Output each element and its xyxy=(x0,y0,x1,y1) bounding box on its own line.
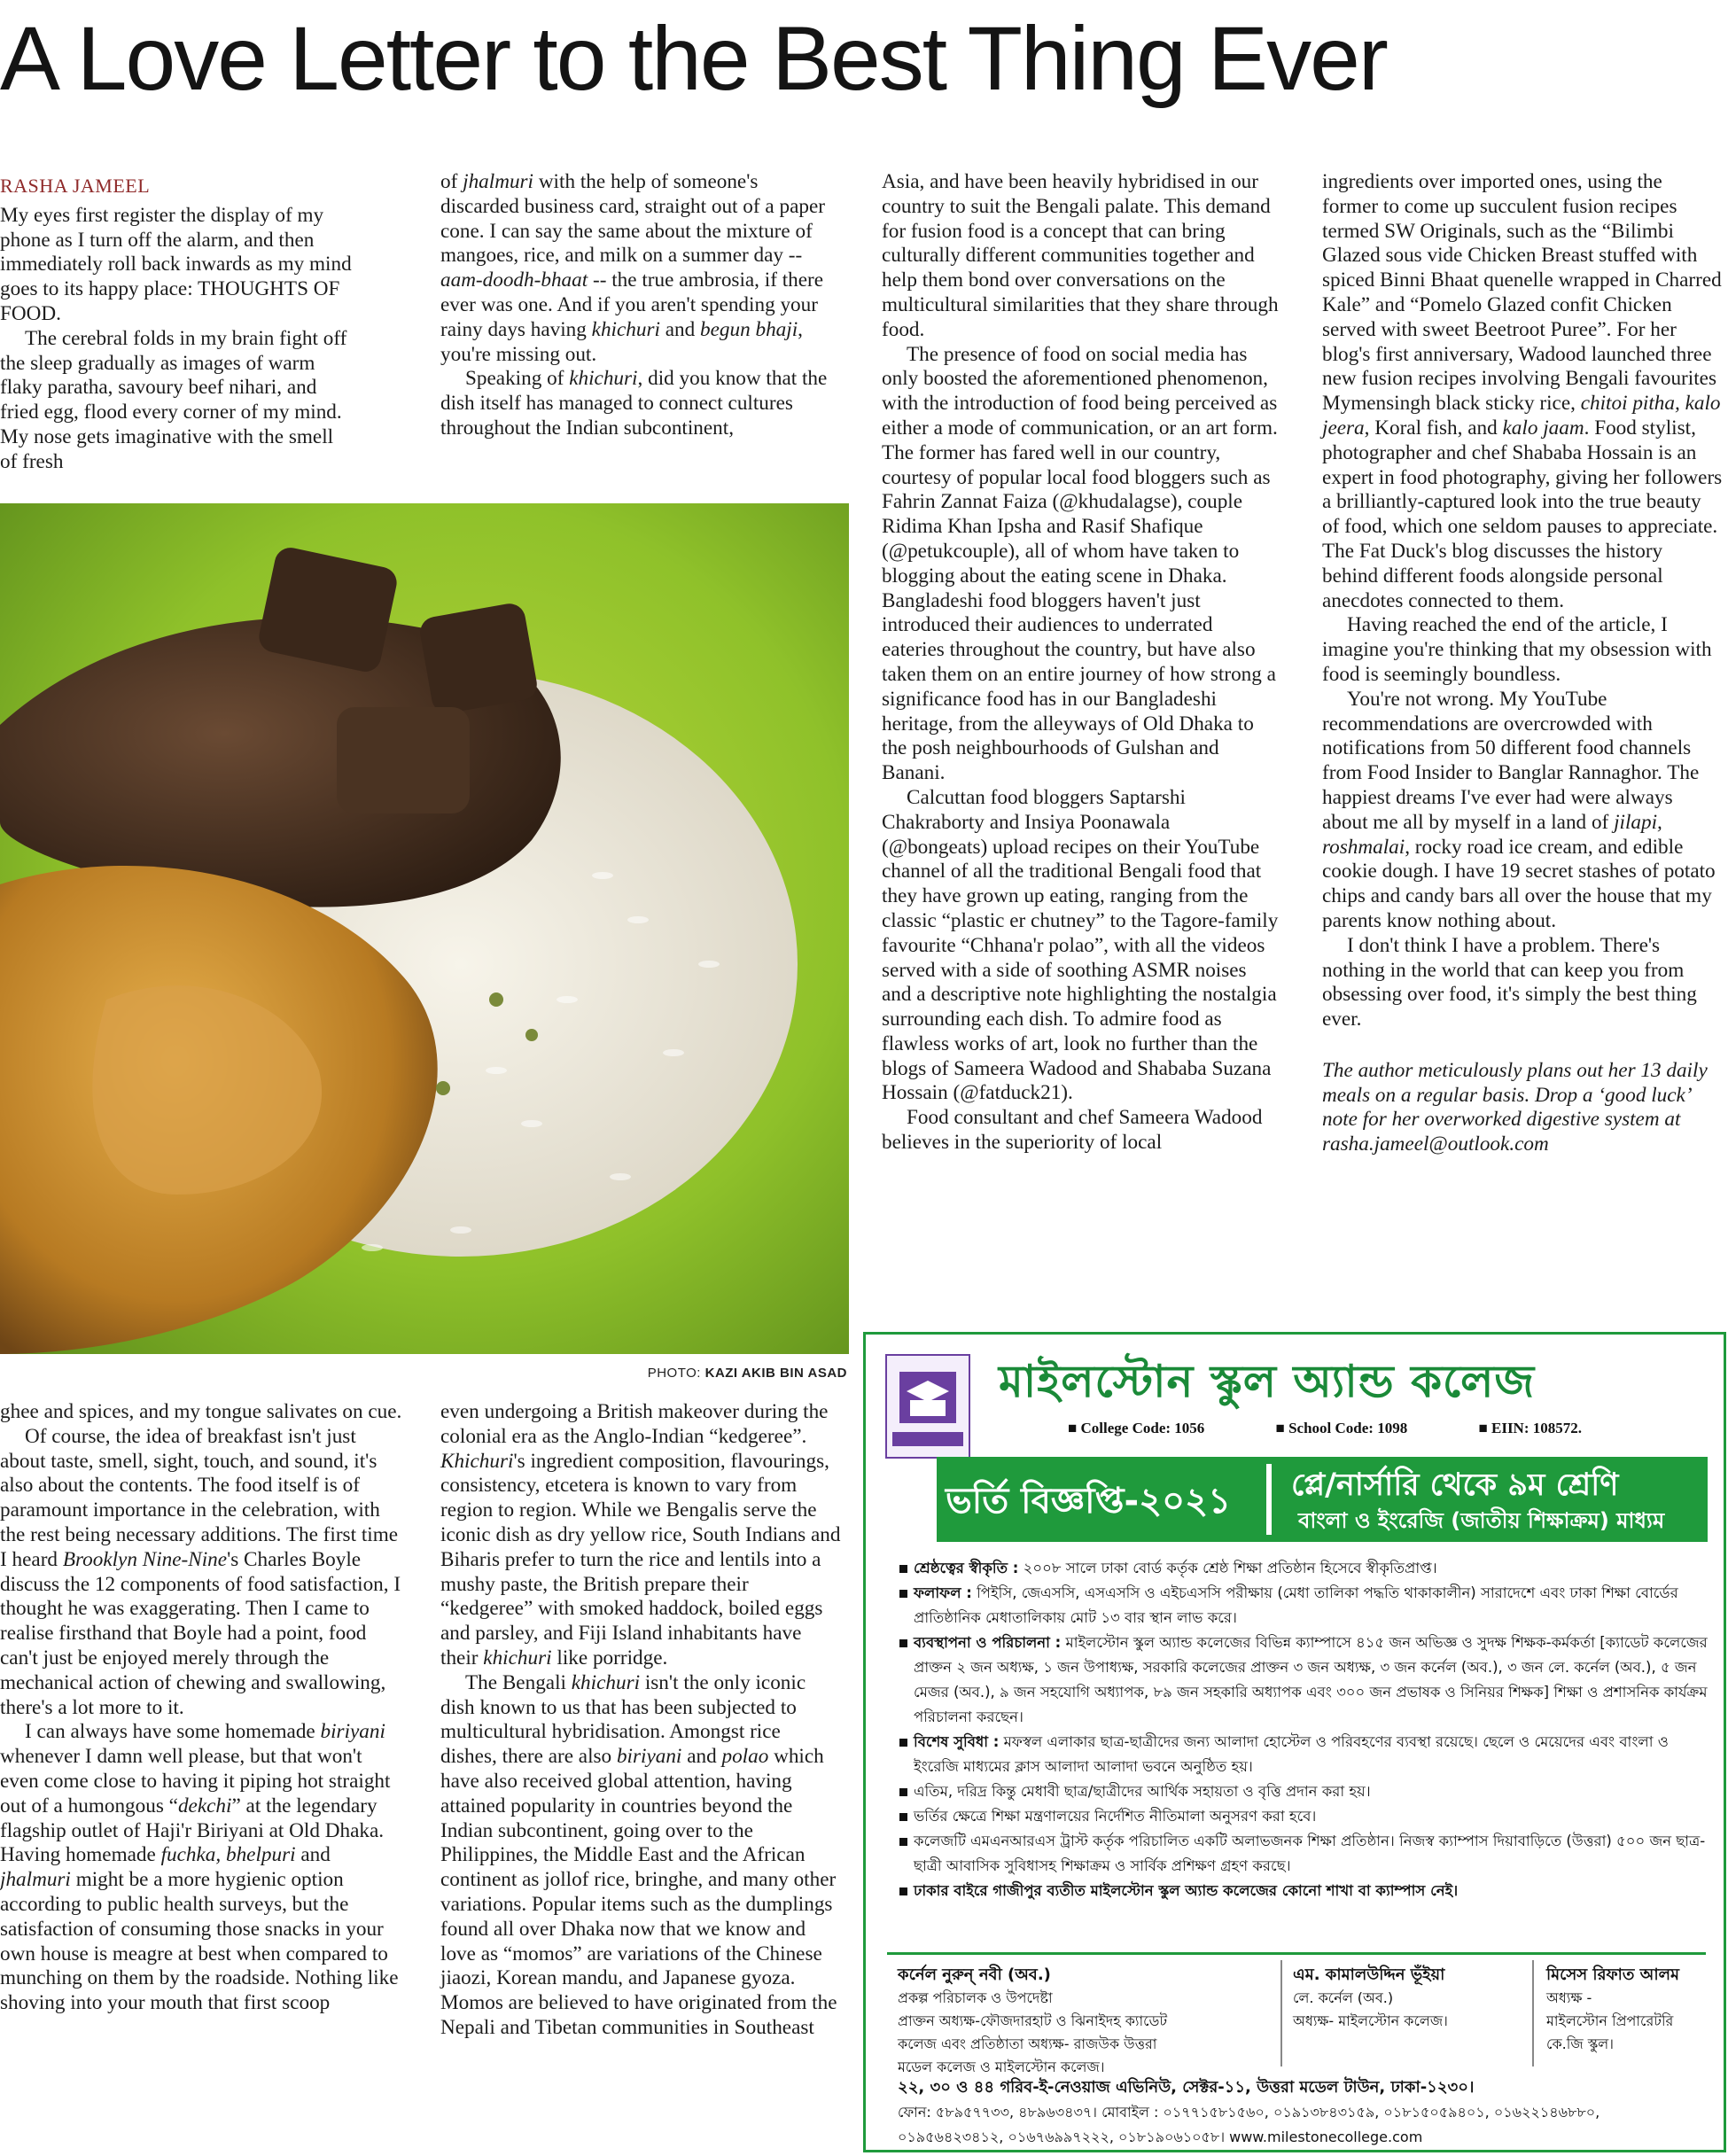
signatory-2 xyxy=(1293,1964,1523,2033)
signatory-line: মাইলস্টোন প্রিপারেটরি xyxy=(1546,2012,1674,2029)
italic-text: khichuri xyxy=(571,1670,641,1694)
text-segment: with the help of someone's discarded business card, straight out of a paper cone. I can say the same about the mixture of mangoes, rice, and milk on a summer day -- xyxy=(440,170,825,268)
class-range: প্লে/নার্সারি থেকে ৯ম শ্রেণি xyxy=(1291,1467,1619,1503)
list-item: ফলাফল : পিইসি, জেএসসি, এসএসসি ও এইচএসসি পরীক্ষায় (মেধা তালিকা পদ্ধতি থাকাকালীন) সারাদেশে এবং ঢাকা শিক্ষা বোর্ডের প্রাতিষ্ঠানিক মেধাতালিকায় মোট ১৩ বার স্থান লাভ করে। xyxy=(898,1581,1713,1631)
text-segment: and xyxy=(681,1745,722,1769)
text-segment: I don't think I have a problem. There's nothing in the world that can keep you from obsessing over food, it's simply the best thing ever. xyxy=(1322,933,1697,1031)
photo-credit-name: KAZI AKIB BIN ASAD xyxy=(704,1366,847,1381)
feature-list xyxy=(898,1556,1713,1903)
signatory-line: প্রাক্তন অধ্যক্ষ-ফৌজদারহাট ও ঝিনাইদহ ক্যাডেট xyxy=(898,2012,1168,2029)
paragraph xyxy=(0,1400,406,1425)
admission-title: ভর্তি বিজ্ঞপ্তি-২০২১ xyxy=(946,1481,1232,1522)
text-segment: , rocky road ice cream, and edible cookie dough. I have 19 secret stashes of potato chips and candy bars all over the house that my parents know nothing about. xyxy=(1322,835,1716,932)
divider xyxy=(887,1952,1706,1955)
eiin-code: ■ EIIN: 108572. xyxy=(1478,1420,1582,1436)
signatory-line: কে.জি স্কুল। xyxy=(1546,2035,1614,2052)
text-segment: isn't the only iconic dish known to us that has been subjected to multicultural hybridisation. Amongst rice dishes, there are also xyxy=(440,1670,806,1769)
list-item: ঢাকার বাইরে গাজীপুর ব্যতীত মাইলস্টোন স্কুল অ্যান্ড কলেজের কোনো শাখা বা ক্যাম্পাস নেই। xyxy=(898,1879,1713,1903)
italic-text: aam-doodh-bhaat xyxy=(440,269,588,292)
text-segment: , Koral fish, and xyxy=(1364,416,1503,440)
signatory-name: এম. কামালউদ্দিন ভূঁইয়া xyxy=(1293,1965,1445,1984)
beef-curry-rice-image xyxy=(0,503,849,1354)
italic-text: dekchi xyxy=(177,1794,232,1817)
column-2-bottom xyxy=(440,1400,841,2041)
paragraph xyxy=(0,1720,406,2016)
signatory-name: কর্নেল নুরুন্ নবী (অব.) xyxy=(898,1965,1051,1984)
signatory-line: অধ্যক্ষ - xyxy=(1546,1989,1592,2006)
paragraph xyxy=(882,343,1280,786)
headline: A Love Letter to the Best Thing Ever xyxy=(0,8,1387,109)
text-segment: which have also received global attention, having attained popularity in countries beyond the Indian subcontinent, going over to the Philippines, the Middle East and the African continent as jollof rice, bringhe, and many other variations. Popular items such as the dumplings found all over Dhaka now that we know and love as “momos” are variations of the Chinese jiaozi, Korean mandu, and Japanese gyoza. Momos are believed to have originated from the Nepali and Tibetan communities in Southeast xyxy=(440,1745,837,2039)
divider xyxy=(1280,1960,1282,2066)
text-segment: Of course, the idea of breakfast isn't just about taste, smell, sight, touch, and sound, it's also about the contents. The food itself is of paramount importance in the celebration, with the rest being necessary additions. The first time I heard xyxy=(0,1424,399,1571)
text-segment: might be a more hygienic option according to public health surveys, but the satisfaction of consuming those snacks in your own house is meagre at best when compared to munching on them by the roadside. Nothing like shoving into your mouth that first scoop xyxy=(0,1868,399,2015)
italic-text: Brooklyn Nine-Nine xyxy=(62,1547,228,1571)
italic-text: khichuri xyxy=(591,317,660,341)
italic-text: jhalmuri xyxy=(0,1868,71,1892)
byline: RASHA JAMEEL xyxy=(0,175,151,197)
text-segment: Speaking of xyxy=(465,367,570,391)
food-photo xyxy=(0,503,849,1354)
italic-text: jhalmuri xyxy=(463,170,534,193)
text-segment: I can always have some homemade xyxy=(25,1720,321,1744)
signatory-1 xyxy=(898,1964,1270,2079)
medium: বাংলা ও ইংরেজি (জাতীয় শিক্ষাক্রম) মাধ্যম xyxy=(1298,1508,1665,1533)
column-1-top xyxy=(0,174,353,475)
text-segment: whenever I damn well please, but that won't even come close to having it piping hot straight out of a humongous “ xyxy=(0,1745,391,1817)
text-segment: ghee and spices, and my tongue salivates on cue. xyxy=(0,1400,402,1423)
text-segment: ingredients over imported ones, using the former to come up succulent fusion recipes termed SW Originals, such as the “Bilimbi Glazed sous vide Chicken Breast stuffed with spiced Binni Bhaat quenelle wrapped in Charred Kale” and “Pomelo Glazed confit Chicken served with sweet Beetroot Puree”. For her blog's first anniversary, Wadood launched three new fusion recipes involving Bengali favourites Mymensingh black sticky rice, xyxy=(1322,170,1722,416)
school-code: ■ School Code: 1098 xyxy=(1275,1420,1408,1436)
text-segment: Calcuttan food bloggers Saptarshi Chakraborty and Insiya Poonawala (@bongeats) upload recipes on their YouTube channel of all the traditional Bengali food that they have grown up eating, ranging from the classic “plastic er chutney” to the Tagore-family favourite “Chhana'r polao”, with all the videos served with a side of soothing ASMR noises and a descriptive note highlighting the nostalgia surrounding each dish. To admire food as flawless works of art, look no further than the blogs of Sameera Wadood and Shababa Suzana Hossain (@fatduck21). xyxy=(882,785,1279,1105)
text-segment: -- the true ambrosia, if there ever was one. And if you aren't spending your rainy days having xyxy=(440,269,824,341)
text-segment: Having reached the end of the article, I imagine you're thinking that my obsession with food is seemingly boundless. xyxy=(1322,613,1712,686)
list-item: কলেজটি এমএনআরএস ট্রাস্ট কর্তৃক পরিচালিত একটি অলাভজনক শিক্ষা প্রতিষ্ঠান। নিজস্ব ক্যাম্পাস দিয়াবাড়িতে (উত্তরা) ৫০০ জন ছাত্র-ছাত্রী আবাসিক সুবিধাসহ শিক্ষাক্রম ও সার্বিক প্রশিক্ষণ গ্রহণ করছে। xyxy=(898,1829,1713,1879)
paragraph: The cerebral folds in my brain fight off the sleep gradually as images of warm flaky paratha, savoury beef nihari, and fried egg, flood every corner of my mind. My nose gets imaginative with the smell of fresh xyxy=(0,326,347,473)
italic-text: begun bhaji xyxy=(700,317,798,341)
text-segment: ” at the legendary flagship outlet of Haji'r Biriyani at Old Dhaka. Having homemade xyxy=(0,1794,385,1867)
college-code: ■ College Code: 1056 xyxy=(1068,1420,1205,1436)
signatory-line: কলেজ এবং প্রতিষ্ঠাতা অধ্যক্ষ- রাজউক উত্তরা xyxy=(898,2035,1157,2052)
italic-text: khichuri xyxy=(569,367,638,391)
phone-numbers: ফোন: ৫৮৯৫৭৭৩৩, ৪৮৯৬৩৪৩৭। মোবাইল : ০১৭৭১৫৮১৫৬০, ০১৯১৩৮৪৩১৫৯, ০১৮১৫০৫৯৪০১, ০১৬২২১৪৬৮৮০, ০১৯৫৬৪২৩৪১২, ০১৬৭৬৯৯৭২২২, ০১৮১৯০৬১০৫৮। www.milestonecollege.com xyxy=(898,2104,1600,2145)
text-segment: like porridge. xyxy=(551,1646,668,1670)
italic-text: chitoi pitha, kalo jeera xyxy=(1322,392,1721,440)
italic-text: fuchka, bhelpuri xyxy=(160,1843,296,1867)
school-codes xyxy=(1068,1420,1649,1437)
paragraph xyxy=(1322,688,1723,934)
contact-block xyxy=(898,2075,1704,2150)
paragraph xyxy=(1322,934,1723,1032)
photo-credit xyxy=(567,1366,847,1381)
admission-banner xyxy=(937,1457,1708,1542)
text-segment: Asia, and have been heavily hybridised in our country to suit the Bengali palate. This demand for fusion food is a concept that can bring culturally different communities together and help them bond over conversations on the multicultural similarities that they share through food. xyxy=(882,170,1279,341)
text-segment: The presence of food on social media has only boosted the aforementioned phenomenon, with the introduction of food being perceived as either a mode of communication, or an art form. The former has fared well in our country, courtesy of popular local food bloggers such as Fahrin Zannat Faiza (@khudalagse), couple Ridima Khan Ipsha and Rasif Shafique (@petukcouple), all of whom have taken to blogging about the eating scene in Dhaka. Bangladeshi food bloggers haven't just introduced their audiences to underrated eateries throughout the country, but have also taken them on an entire journey of how strong a significance food has in our Bangladeshi heritage, from the alleyways of Old Dhaka to the posh neighbourhoods of Gulshan and Banani. xyxy=(882,342,1278,785)
paragraph xyxy=(440,1400,841,1671)
italic-text: khichuri xyxy=(483,1646,552,1670)
italic-text: Khichuri xyxy=(440,1449,514,1473)
list-item: এতিম, দরিদ্র কিন্তু মেধাবী ছাত্র/ছাত্রীদের আর্থিক সহায়তা ও বৃত্তি প্রদান করা হয়। xyxy=(898,1779,1713,1804)
school-advertisement xyxy=(863,1332,1726,2152)
italic-text: biriyani xyxy=(320,1720,385,1744)
list-item: ভর্তির ক্ষেত্রে শিক্ষা মন্ত্রণালয়ের নির্দেশিত নীতিমালা অনুসরণ করা হবে। xyxy=(898,1804,1713,1829)
paragraph xyxy=(882,786,1280,1106)
divider xyxy=(1532,1960,1534,2066)
list-item: বিশেষ সুবিধা : মফস্বল এলাকার ছাত্র-ছাত্রীদের জন্য আলাদা হোস্টেল ও পরিবহণের ব্যবস্থা রয়েছে। ছেলে ও মেয়েদের এবং বাংলা ও ইংরেজি মাধ্যমের ক্লাস আলাদা আলাদা ভবনে অনুষ্ঠিত হয়। xyxy=(898,1730,1713,1779)
paragraph xyxy=(440,170,842,367)
signatory-line: প্রকল্প পরিচালক ও উপদেষ্টা xyxy=(898,1989,1053,2006)
school-name: মাইলস্টোন স্কুল অ্যান্ড কলেজ xyxy=(999,1356,1536,1407)
list-item: শ্রেষ্ঠত্বের স্বীকৃতি : ২০০৮ সালে ঢাকা বোর্ড কর্তৃক শ্রেষ্ঠ শিক্ষা প্রতিষ্ঠান হিসেবে স্বীকৃতিপ্রাপ্ত। xyxy=(898,1556,1713,1581)
text-segment: The Bengali xyxy=(465,1670,572,1694)
photo-credit-label: PHOTO: xyxy=(647,1366,701,1381)
signatory-3 xyxy=(1546,1964,1715,2056)
text-segment: , you're missing out. xyxy=(440,317,803,366)
column-2-top xyxy=(440,170,842,441)
banner-divider xyxy=(1266,1464,1272,1535)
paragraph xyxy=(882,170,1280,343)
text-segment: of xyxy=(440,170,463,193)
school-logo-icon xyxy=(885,1354,970,1459)
signatory-line: লে. কর্নেল (অব.) xyxy=(1293,1989,1394,2006)
italic-text: jilapi, roshmalai xyxy=(1322,810,1662,859)
italic-text: biriyani xyxy=(616,1745,682,1769)
text-segment: You're not wrong. My YouTube recommendations are overcrowded with notifications from 50 different food channels from Food Insider to Banglar Rannaghor. The happiest dreams I've ever had were always about me all by myself in a land of xyxy=(1322,687,1700,834)
text-segment: and xyxy=(295,1843,331,1867)
paragraph xyxy=(1322,613,1723,687)
signatory-line: মডেল কলেজ ও মাইলস্টোন কলেজ। xyxy=(898,2059,1105,2075)
italic-text: kalo jaam xyxy=(1502,416,1584,440)
paragraph xyxy=(1322,170,1723,613)
column-1-bottom xyxy=(0,1400,406,2016)
signatory-line: অধ্যক্ষ- মাইলস্টোন কলেজ। xyxy=(1293,2012,1448,2029)
text-segment: . Food stylist, photographer and chef Shababa Hossain is an expert in food photography, giving her followers a brilliantly-captured look into the true beauty of food, which one seldom pauses to appreciate. The Fat Duck's blog discusses the history behind different foods alongside personal anecdotes connected to them. xyxy=(1322,416,1723,612)
address: ২২, ৩০ ও ৪৪ গরিব-ই-নেওয়াজ এভিনিউ, সেক্টর-১১, উত্তরা মডেল টাউন, ঢাকা-১২৩০। xyxy=(898,2078,1475,2097)
list-item: ব্যবস্থাপনা ও পরিচালনা : মাইলস্টোন স্কুল অ্যান্ড কলেজের বিভিন্ন ক্যাম্পাসে ৪১৫ জন অভিজ্ঞ ও সুদক্ষ শিক্ষক-কর্মকর্তা [ক্যাডেট কলেজের প্রাক্তন ২ জন অধ্যক্ষ, ১ জন উপাধ্যক্ষ, সরকারি কলেজের প্রাক্তন ৩ জন অধ্যক্ষ, ৩ জন কর্নেল (অব.), ৩ জন লে. কর্নেল (অব.), ৫ জন মেজর (অব.), ৯ জন সহযোগি অধ্যাপক, ৮৯ জন সহকারি অধ্যাপক এবং ৩০০ জন প্রভাষক ও সিনিয়র শিক্ষক] শিক্ষা ও প্রশাসনিক কার্যক্রম পরিচালনা করছেন। xyxy=(898,1631,1713,1730)
column-4 xyxy=(1322,170,1723,1157)
paragraph: My eyes first register the display of my phone as I turn off the alarm, and then immediately roll back inwards as my mind goes to its happy place: THOUGHTS OF FOOD. xyxy=(0,203,352,325)
text-segment: , did you know that the dish itself has managed to connect cultures throughout the Indian subcontinent, xyxy=(440,367,828,440)
text-segment: 's ingredient composition, flavourings, consistency, etcetera is known to vary from region to region. While we Bengalis serve the iconic dish as dry yellow rice, South Indians and Biharis prefer to turn the rice and lentils into a mushy paste, the British prepare their “kedgeree” with smoked haddock, boiled eggs and parsley, and Fiji Island inhabitants have their xyxy=(440,1449,841,1670)
paragraph xyxy=(0,1425,406,1721)
text-segment: 's Charles Boyle discuss the 12 components of food satisfaction, I thought he was exaggerating. Then I came to realise firsthand that Boyle had a point, food can't just be enjoyed merely through the mechanical action of chewing and swallowing, there's a lot more to it. xyxy=(0,1547,401,1719)
text-segment: and xyxy=(659,317,701,341)
text-segment: Food consultant and chef Sameera Wadood believes in the superiority of local xyxy=(882,1106,1263,1155)
author-note: The author meticulously plans out her 13 daily meals on a regular basis. Drop a ‘good luck’ note for her overworked digestive system at rasha.jameel@outlook.com xyxy=(1322,1058,1708,1156)
column-3 xyxy=(882,170,1280,1156)
text-segment: even undergoing a British makeover during the colonial era as the Anglo-Indian “kedgeree”. xyxy=(440,1400,829,1448)
paragraph xyxy=(882,1106,1280,1156)
italic-text: polao xyxy=(721,1745,769,1769)
paragraph xyxy=(440,367,842,440)
signatory-name: মিসেস রিফাত আলম xyxy=(1546,1965,1680,1984)
paragraph xyxy=(440,1671,841,2041)
